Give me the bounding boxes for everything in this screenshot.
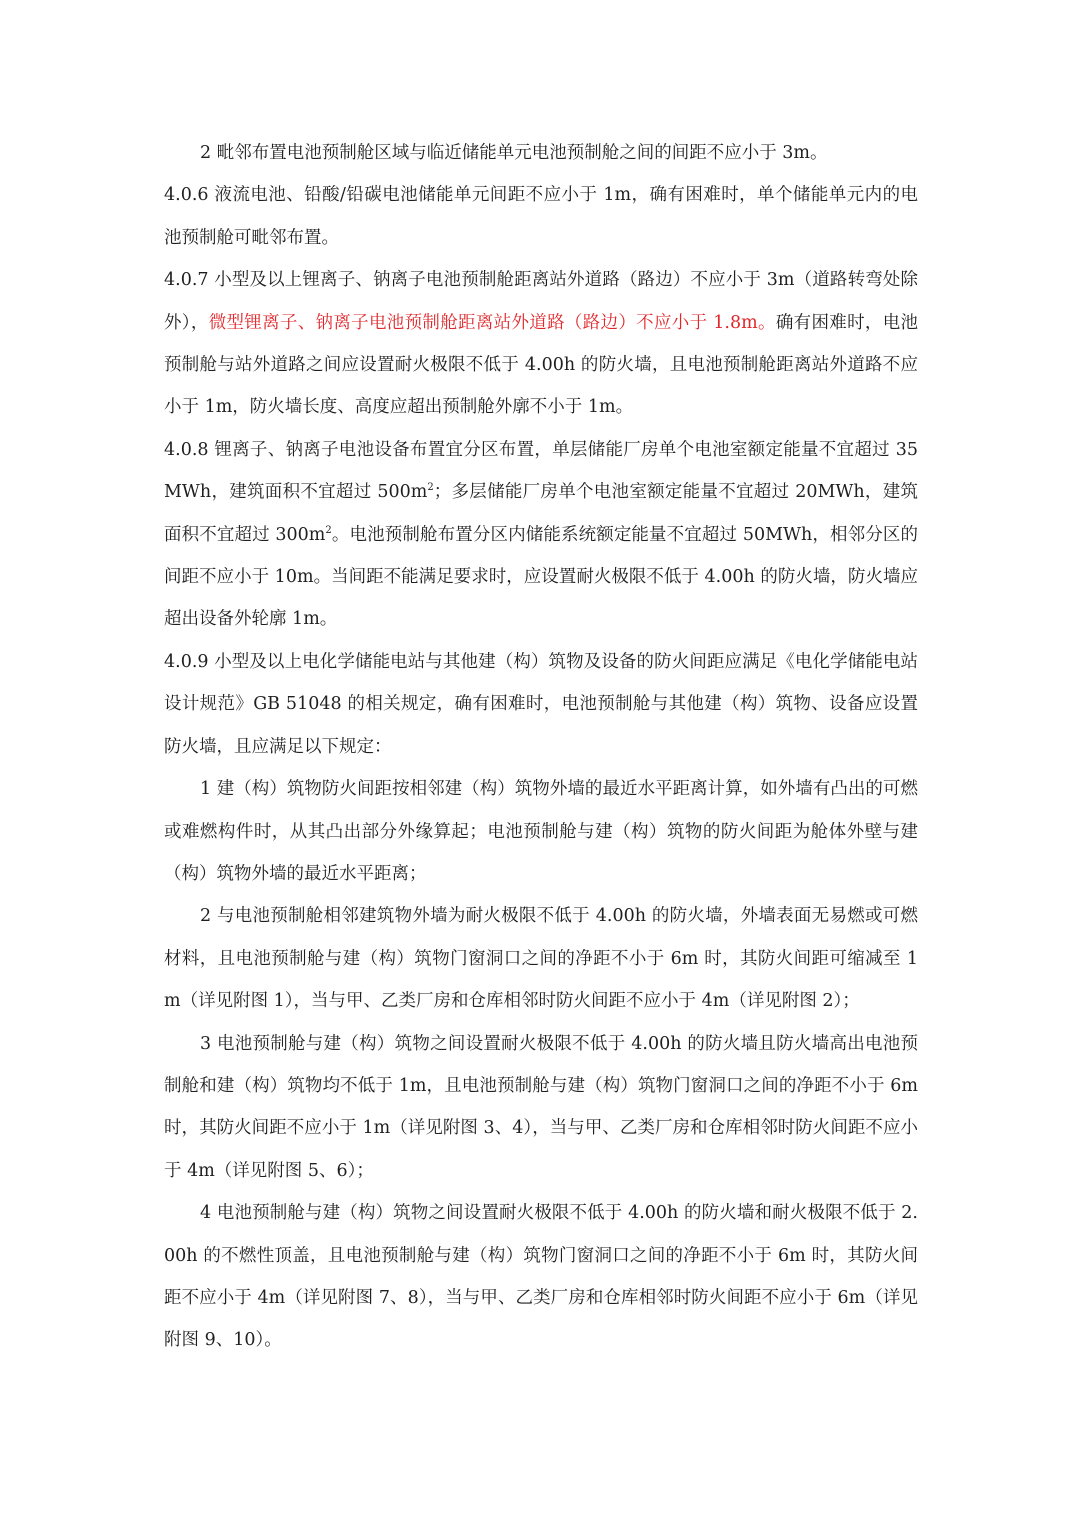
clause-4-0-8: [164, 429, 918, 641]
clause-4-0-7-text-before: 4.0.7 小型及以上锂离子、钠离子电池预制舱距离站外道路（路边）不应小于 3m（道路转弯处除外），: [164, 270, 918, 333]
clause-4-0-7: [164, 259, 918, 429]
clause-4-0-6: 4.0.6 液流电池、铅酸/铅碳电池储能单元间距不应小于 1m，确有困难时，单个储能单元内的电池预制舱可毗邻布置。: [164, 185, 918, 248]
clause-4-0-9-item-1: 1 建（构）筑物防火间距按相邻建（构）筑物外墙的最近水平距离计算，如外墙有凸出的可燃或难燃构件时，从其凸出部分外缘算起；电池预制舱与建（构）筑物的防火间距为舱体外壁与建（构）筑物外墙的最近水平距离；: [164, 779, 918, 884]
superscript-2: 2: [325, 524, 332, 536]
superscript-2: 2: [427, 482, 434, 494]
clause-4-0-7-highlight: 微型锂离子、钠离子电池预制舱距离站外道路（路边）不应小于 1.8m。: [208, 312, 776, 333]
clause-4-0-7-text-after: 确有困难时，电池预制舱与站外道路之间应设置耐火极限不低于 4.00h 的防火墙，且电池预制舱距离站外道路不应小于 1m，防火墙长度、高度应超出预制舱外廓不小于 1m。: [164, 312, 919, 418]
clause-4-0-9-item-3: 3 电池预制舱与建（构）筑物之间设置耐火极限不低于 4.00h 的防火墙且防火墙高出电池预制舱和建（构）筑物均不低于 1m，且电池预制舱与建（构）筑物门窗洞口之间的净距不小于 6m 时，其防火间距不应小于 1m（详见附图 3、4），当与甲、乙类厂房和仓库相邻时防火间距不应小于 4m（详见附图 5、6）；: [164, 1033, 918, 1181]
clause-4-0-9-item-4: 4 电池预制舱与建（构）筑物之间设置耐火极限不低于 4.00h 的防火墙和耐火极限不低于 2.00h 的不燃性顶盖，且电池预制舱与建（构）筑物门窗洞口之间的净距不小于 6m 时，其防火间距不应小于 4m（详见附图 7、8），当与甲、乙类厂房和仓库相邻时防火间距不应小于 6m（详见附图 9、10）。: [164, 1203, 918, 1351]
clause-4-0-9-item-2: 2 与电池预制舱相邻建筑物外墙为耐火极限不低于 4.00h 的防火墙，外墙表面无易燃或可燃材料，且电池预制舱与建（构）筑物门窗洞口之间的净距不小于 6m 时，其防火间距可缩减至 1m（详见附图 1），当与甲、乙类厂房和仓库相邻时防火间距不应小于 4m（详见附图 2）；: [164, 906, 918, 1012]
clause-4-0-5-item-2: 2 毗邻布置电池预制舱区域与临近储能单元电池预制舱之间的间距不应小于 3m。: [200, 143, 828, 163]
clause-4-0-8-part-1: 4.0.8 锂离子、钠离子电池设备布置宜分区布置，单层储能厂房单个电池室额定能量不宜超过 35MWh，建筑面积不宜超过 500m: [164, 439, 918, 503]
clause-4-0-8-part-3: 。电池预制舱布置分区内储能系统额定能量不宜超过 50MWh，相邻分区的间距不应小于 10m。当间距不能满足要求时，应设置耐火极限不低于 4.00h 的防火墙，防火墙应超出设备外轮廓 1m。: [164, 524, 918, 630]
document-page: [164, 132, 918, 1362]
clause-4-0-8-part-2: ；多层储能厂房单个电池室额定能量不宜超过 20MWh，建筑面积不宜超过 300m: [164, 482, 918, 545]
clause-4-0-9: 4.0.9 小型及以上电化学储能电站与其他建（构）筑物及设备的防火间距应满足《电化学储能电站设计规范》GB 51048 的相关规定，确有困难时，电池预制舱与其他建（构）筑物、设备应设置防火墙，且应满足以下规定：: [164, 651, 918, 757]
